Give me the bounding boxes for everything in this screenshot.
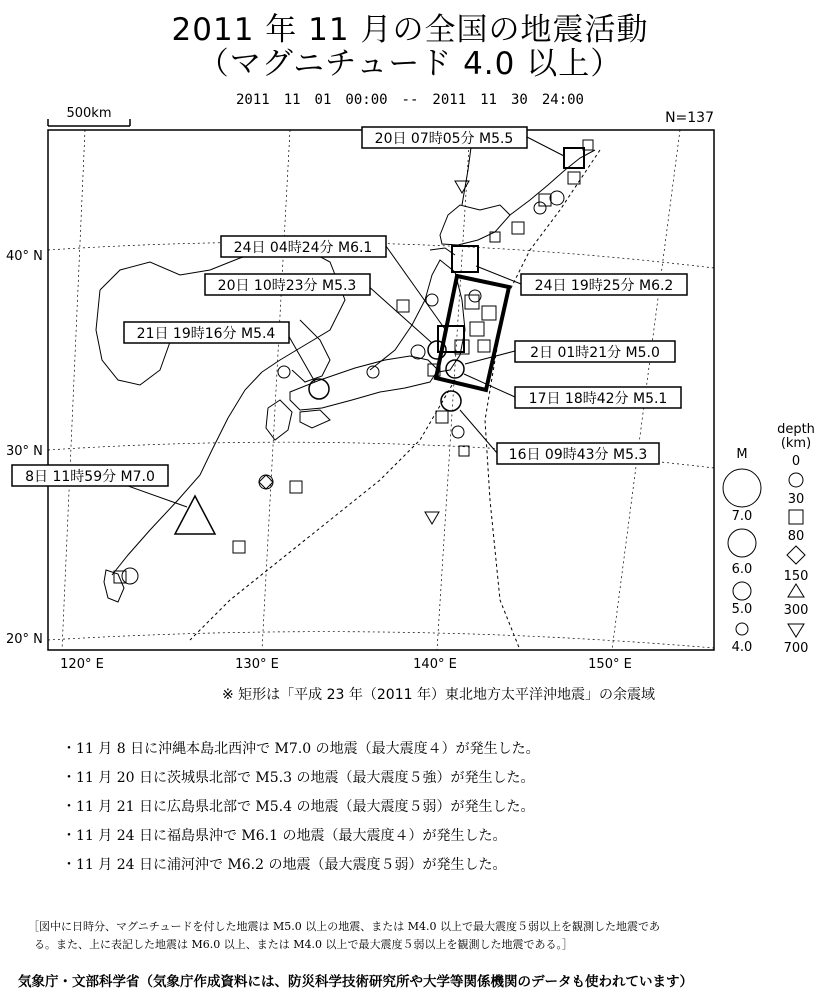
rectangle-note: ※ 矩形は「平成 23 年（2011 年）東北地方太平洋沖地震」の余震域 [222, 687, 655, 703]
legend-mag-title: M [736, 447, 748, 462]
summary-item: ・11 月 20 日に茨城県北部で M5.3 の地震（最大震度５強）が発生した。 [62, 770, 535, 786]
map-subtitle: （マグニチュード 4.0 以上） [197, 46, 623, 82]
legend-depth-value: 300 [783, 603, 809, 618]
legend-depth-unit: (km) [780, 436, 812, 451]
scale-bar [48, 106, 130, 126]
legend-depth-value: 80 [787, 529, 805, 544]
legend-depth-value: 0 [791, 454, 801, 469]
magnitude-legend [723, 447, 761, 655]
legend-mag-value: 5.0 [731, 602, 753, 617]
legend-depth-value: 700 [783, 641, 809, 656]
legend-depth-value: 150 [783, 569, 809, 584]
legend-mag-4-symbol [736, 623, 748, 635]
footnote [28, 918, 798, 954]
lat-label-40: 40° N [6, 249, 43, 264]
footnote-line: ［図中に日時分、マグニチュードを付した地震は M5.0 以上の地震、または M4.0 以上で最大震度５弱以上を観測した地震であ [28, 920, 660, 933]
legend-mag-7-symbol [723, 469, 761, 507]
lat-label-30: 30° N [6, 444, 43, 459]
event-count: N=137 [665, 110, 714, 126]
legend-depth-inverted-triangle [788, 624, 804, 637]
legend-mag-6-symbol [728, 529, 756, 557]
depth-legend [777, 422, 815, 656]
legend-depth-diamond [787, 546, 805, 564]
lon-label-150: 150° E [588, 657, 632, 672]
legend-mag-value: 7.0 [731, 509, 753, 524]
legend-mag-value: 6.0 [731, 562, 753, 577]
summary-item: ・11 月 24 日に浦河沖で M6.2 の地震（最大震度５弱）が発生した。 [62, 857, 507, 873]
callout-label: 20日 07時05分 M5.5 [374, 131, 514, 147]
callout-label: 21日 19時16分 M5.4 [136, 326, 276, 342]
callout-label: 16日 09時43分 M5.3 [508, 447, 648, 463]
legend-mag-value: 4.0 [731, 640, 753, 655]
lat-label-20: 20° N [6, 632, 43, 647]
legend-depth-title: depth [777, 422, 815, 437]
scale-bar-label: 500km [66, 106, 112, 121]
callout-label: 8日 11時59分 M7.0 [25, 469, 155, 485]
legend-depth-circle [789, 473, 803, 487]
callout-label: 17日 18時42分 M5.1 [528, 391, 668, 407]
callout-label: 2日 01時21分 M5.0 [530, 345, 660, 361]
legend-depth-triangle [788, 584, 804, 597]
lon-label-140: 140° E [413, 657, 457, 672]
summary-item: ・11 月 21 日に広島県北部で M5.4 の地震（最大震度５弱）が発生した。 [62, 799, 535, 815]
legend-mag-5-symbol [733, 582, 751, 600]
credit-line: 気象庁・文部科学省（気象庁作成資料には、防災科学技術研究所や大学等関係機関のデータも使われています） [18, 974, 693, 990]
summary-item: ・11 月 24 日に福島県沖で M6.1 の地震（最大震度４）が発生した。 [62, 828, 507, 844]
footnote-line: る。また、上に表記した地震は M6.0 以上、または M4.0 以上で最大震度５弱以上を観測した地震である。］ [34, 938, 573, 951]
callout-label: 24日 19時25分 M6.2 [534, 278, 674, 294]
lon-label-130: 130° E [235, 657, 279, 672]
time-period: 2011 11 01 00:00 -- 2011 11 30 24:00 [235, 92, 584, 108]
summary-list [62, 738, 540, 883]
map-title: 2011 年 11 月の全国の地震活動 [171, 12, 649, 48]
legend-depth-value: 30 [787, 492, 805, 507]
lon-label-120: 120° E [60, 657, 104, 672]
summary-item: ・11 月 8 日に沖縄本島北西沖で M7.0 の地震（最大震度４）が発生した。 [62, 741, 540, 757]
callout-label: 20日 10時23分 M5.3 [217, 278, 357, 294]
callout-label: 24日 04時24分 M6.1 [233, 240, 373, 256]
legend-depth-square [789, 510, 803, 524]
